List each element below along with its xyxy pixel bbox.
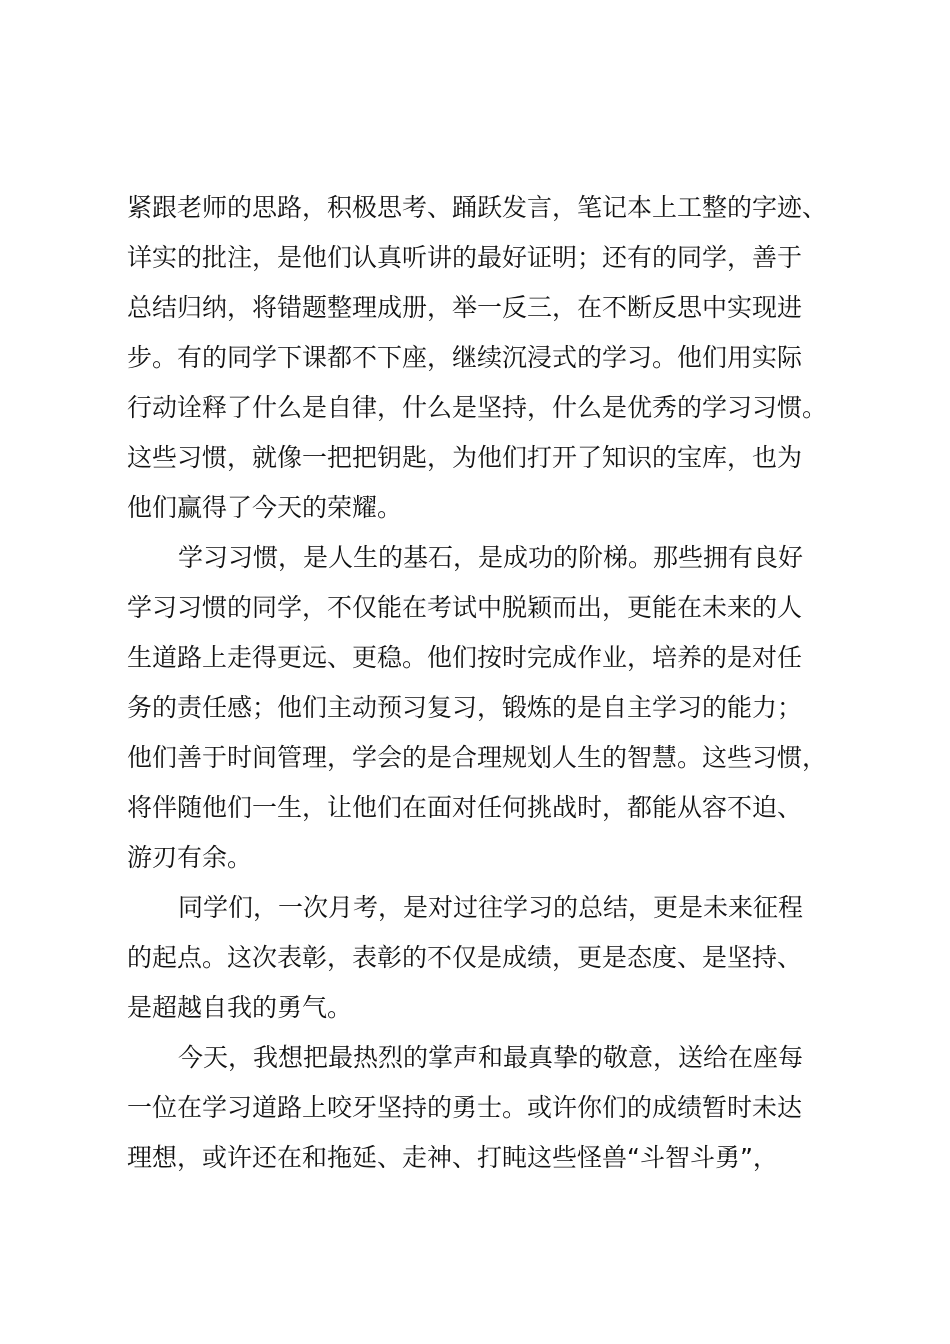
text-line: 这些习惯，就像一把把钥匙，为他们打开了知识的宝库，也为	[127, 443, 803, 472]
text-line: 生道路上走得更远、更稳。他们按时完成作业，培养的是对任	[127, 643, 803, 672]
text-line: 步。有的同学下课都不下座，继续沉浸式的学习。他们用实际	[127, 343, 803, 372]
text-line: 学习习惯的同学，不仅能在考试中脱颖而出，更能在未来的人	[127, 593, 803, 622]
text-line: 紧跟老师的思路，积极思考、踊跃发言，笔记本上工整的字迹、	[127, 193, 828, 222]
text-line: 将伴随他们一生，让他们在面对任何挑战时，都能从容不迫、	[127, 793, 803, 822]
text-line: 总结归纳，将错题整理成册，举一反三，在不断反思中实现进	[127, 293, 803, 322]
text-line: 详实的批注，是他们认真听讲的最好证明；还有的同学，善于	[127, 243, 803, 272]
text-line: 行动诠释了什么是自律，什么是坚持，什么是优秀的学习习惯。	[127, 393, 828, 422]
paragraph-first-line: 学习习惯，是人生的基石，是成功的阶梯。那些拥有良好	[178, 543, 804, 572]
text-line: 他们赢得了今天的荣耀。	[127, 493, 403, 522]
text-line: 一位在学习道路上咬牙坚持的勇士。或许你们的成绩暂时未达	[127, 1093, 803, 1122]
text-line: 游刃有余。	[127, 843, 253, 872]
text-line: 务的责任感；他们主动预习复习，锻炼的是自主学习的能力；	[127, 693, 803, 722]
text-line: 理想，或许还在和拖延、走神、打盹这些怪兽“斗智斗勇”，	[127, 1143, 778, 1172]
paragraph-first-line: 今天，我想把最热烈的掌声和最真挚的敬意，送给在座每	[178, 1043, 804, 1072]
text-line: 是超越自我的勇气。	[127, 993, 353, 1022]
text-line: 的起点。这次表彰，表彰的不仅是成绩，更是态度、是坚持、	[127, 943, 803, 972]
paragraph-first-line: 同学们，一次月考，是对过往学习的总结，更是未来征程	[178, 893, 804, 922]
text-line: 他们善于时间管理，学会的是合理规划人生的智慧。这些习惯，	[127, 743, 828, 772]
speech-body-text	[127, 183, 867, 1183]
